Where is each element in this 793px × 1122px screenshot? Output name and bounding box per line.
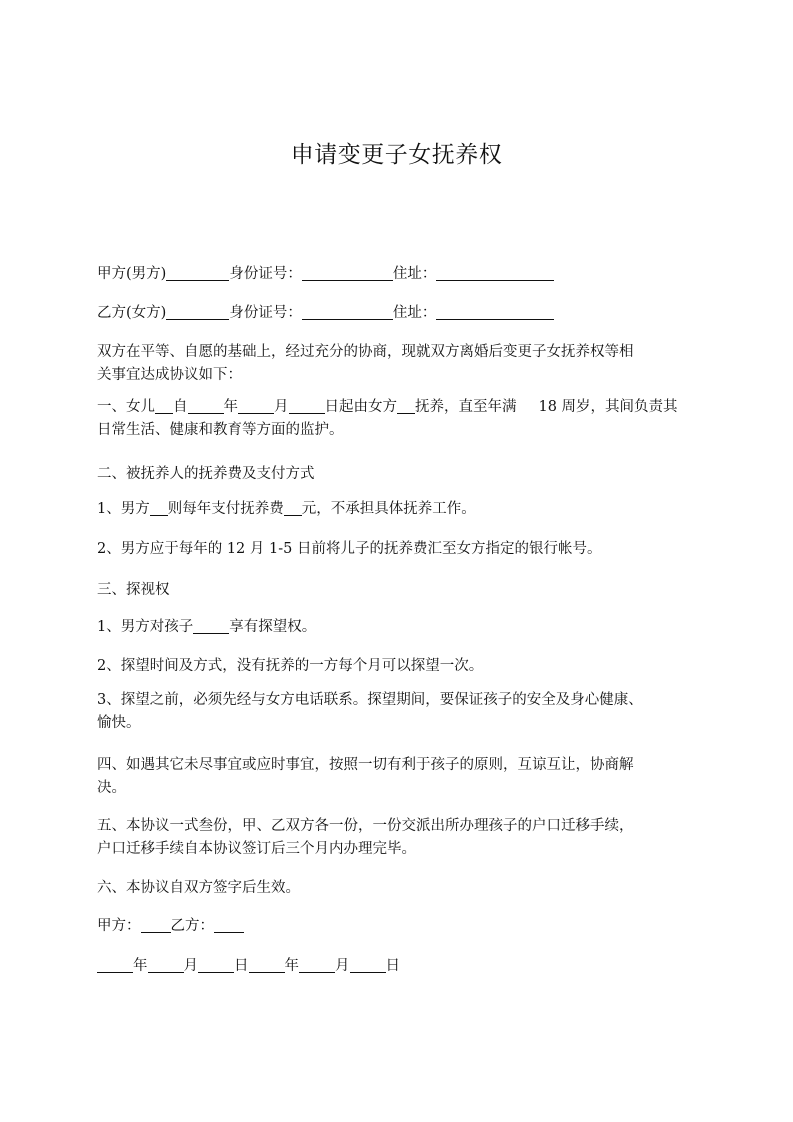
item-4-line-1: 四、如遇其它未尽事宜或应时事宜，按照一切有利于孩子的原则，互谅互让，协商解 xyxy=(97,757,634,773)
party-a-day-blank[interactable] xyxy=(198,958,234,973)
visitation-blank[interactable] xyxy=(193,619,229,634)
intro-line-1: 双方在平等、自愿的基础上，经过充分的协商，现就双方离婚后变更子女抚养权等相 xyxy=(97,344,634,360)
item-2-2: 2、男方应于每年的 12 月 1-5 日前将儿子的抚养费汇至女方指定的银行帐号。 xyxy=(97,541,602,557)
item-4 xyxy=(97,754,707,800)
item-2-1-a: 1、男方 xyxy=(97,501,150,517)
party-a-signature-blank[interactable] xyxy=(141,918,171,933)
clause-1-prefix: 一、女儿 xyxy=(97,399,155,415)
item-3-1-a: 1、男方对孩子 xyxy=(97,619,194,635)
party-a-month-blank[interactable] xyxy=(148,958,184,973)
item-5 xyxy=(97,815,707,861)
item-3-1 xyxy=(97,615,316,636)
party-b-month-blank[interactable] xyxy=(299,958,335,973)
start-day-blank[interactable] xyxy=(289,399,325,414)
party-b-id-label: 身份证号： xyxy=(229,305,302,321)
party-a-year-label: 年 xyxy=(133,958,148,974)
party-b-id-blank[interactable] xyxy=(302,305,393,320)
party-a-line xyxy=(97,262,554,283)
party-b-label: 乙方(女方) xyxy=(97,305,167,321)
item-3-3-line-1: 3、探望之前，必须先经与女方电话联系。探望期间，要保证孩子的安全及身心健康、 xyxy=(97,692,643,708)
clause-1-day-text: 日起由女方 xyxy=(324,399,397,415)
party-b-year-label: 年 xyxy=(284,958,299,974)
clause-1-line-2: 日常生活、健康和教育等方面的监护。 xyxy=(97,422,344,438)
item-3-3 xyxy=(97,689,717,735)
party-a-address-blank[interactable] xyxy=(436,266,554,281)
clause-1-year: 年 xyxy=(223,399,238,415)
party-a-address-label: 住址： xyxy=(392,266,437,282)
party-a-label: 甲方(男方) xyxy=(97,266,167,282)
start-month-blank[interactable] xyxy=(238,399,274,414)
party-a-month-label: 月 xyxy=(183,958,198,974)
intro-line-2: 关事宜达成协议如下： xyxy=(97,367,242,383)
clause-1-from: 自 xyxy=(173,399,188,415)
custody-blank[interactable] xyxy=(397,399,415,414)
party-a-id-label: 身份证号： xyxy=(229,266,302,282)
party-b-address-blank[interactable] xyxy=(436,305,554,320)
clause-1-line-1 xyxy=(97,396,717,419)
party-a-signature-label: 甲方： xyxy=(97,918,141,934)
item-3-2: 2、探望时间及方式，没有抚养的一方每个月可以探望一次。 xyxy=(97,658,484,674)
intro-paragraph xyxy=(97,341,707,387)
item-5-line-1: 五、本协议一式叁份，甲、乙双方各一份，一份交派出所办理孩子的户口迁移手续， xyxy=(97,818,634,834)
item-4-line-2: 决。 xyxy=(97,780,126,796)
amount-blank[interactable] xyxy=(284,501,302,516)
item-2-1-b: 则每年支付抚养费 xyxy=(167,501,284,517)
item-6: 六、本协议自双方签字后生效。 xyxy=(97,880,300,896)
date-line xyxy=(97,954,400,975)
party-a-year-blank[interactable] xyxy=(97,958,133,973)
start-year-blank[interactable] xyxy=(188,399,224,414)
daughter-name-blank[interactable] xyxy=(155,399,173,414)
party-b-month-label: 月 xyxy=(335,958,350,974)
party-b-address-label: 住址： xyxy=(392,305,437,321)
party-a-day-label: 日 xyxy=(234,958,249,974)
item-3-1-b: 享有探望权。 xyxy=(229,619,317,635)
clause-1-paragraph xyxy=(97,396,717,442)
party-b-signature-blank[interactable] xyxy=(214,918,244,933)
party-b-name-blank[interactable] xyxy=(166,305,229,320)
clause-1-age: 18 周岁，其间负责其 xyxy=(538,399,678,415)
party-a-id-blank[interactable] xyxy=(302,266,393,281)
item-3-3-line-2: 愉快。 xyxy=(97,715,141,731)
section-3-title: 三、探视权 xyxy=(97,582,170,598)
party-b-day-blank[interactable] xyxy=(350,958,386,973)
page-title: 申请变更子女抚养权 xyxy=(290,142,503,168)
party-b-year-blank[interactable] xyxy=(249,958,285,973)
party-b-signature-label: 乙方： xyxy=(170,918,214,934)
party-b-day-label: 日 xyxy=(385,958,400,974)
item-2-1-c: 元，不承担具体抚养工作。 xyxy=(301,501,476,517)
signature-line xyxy=(97,914,244,935)
party-a-name-blank[interactable] xyxy=(166,266,229,281)
party-b-line xyxy=(97,301,554,322)
clause-1-until: 抚养，直至年满 xyxy=(415,399,517,415)
section-2-title: 二、被抚养人的抚养费及支付方式 xyxy=(97,466,315,482)
clause-1-month: 月 xyxy=(274,399,289,415)
payer-blank[interactable] xyxy=(150,501,168,516)
item-5-line-2: 户口迁移手续自本协议签订后三个月内办理完毕。 xyxy=(97,841,416,857)
item-2-1 xyxy=(97,497,476,518)
